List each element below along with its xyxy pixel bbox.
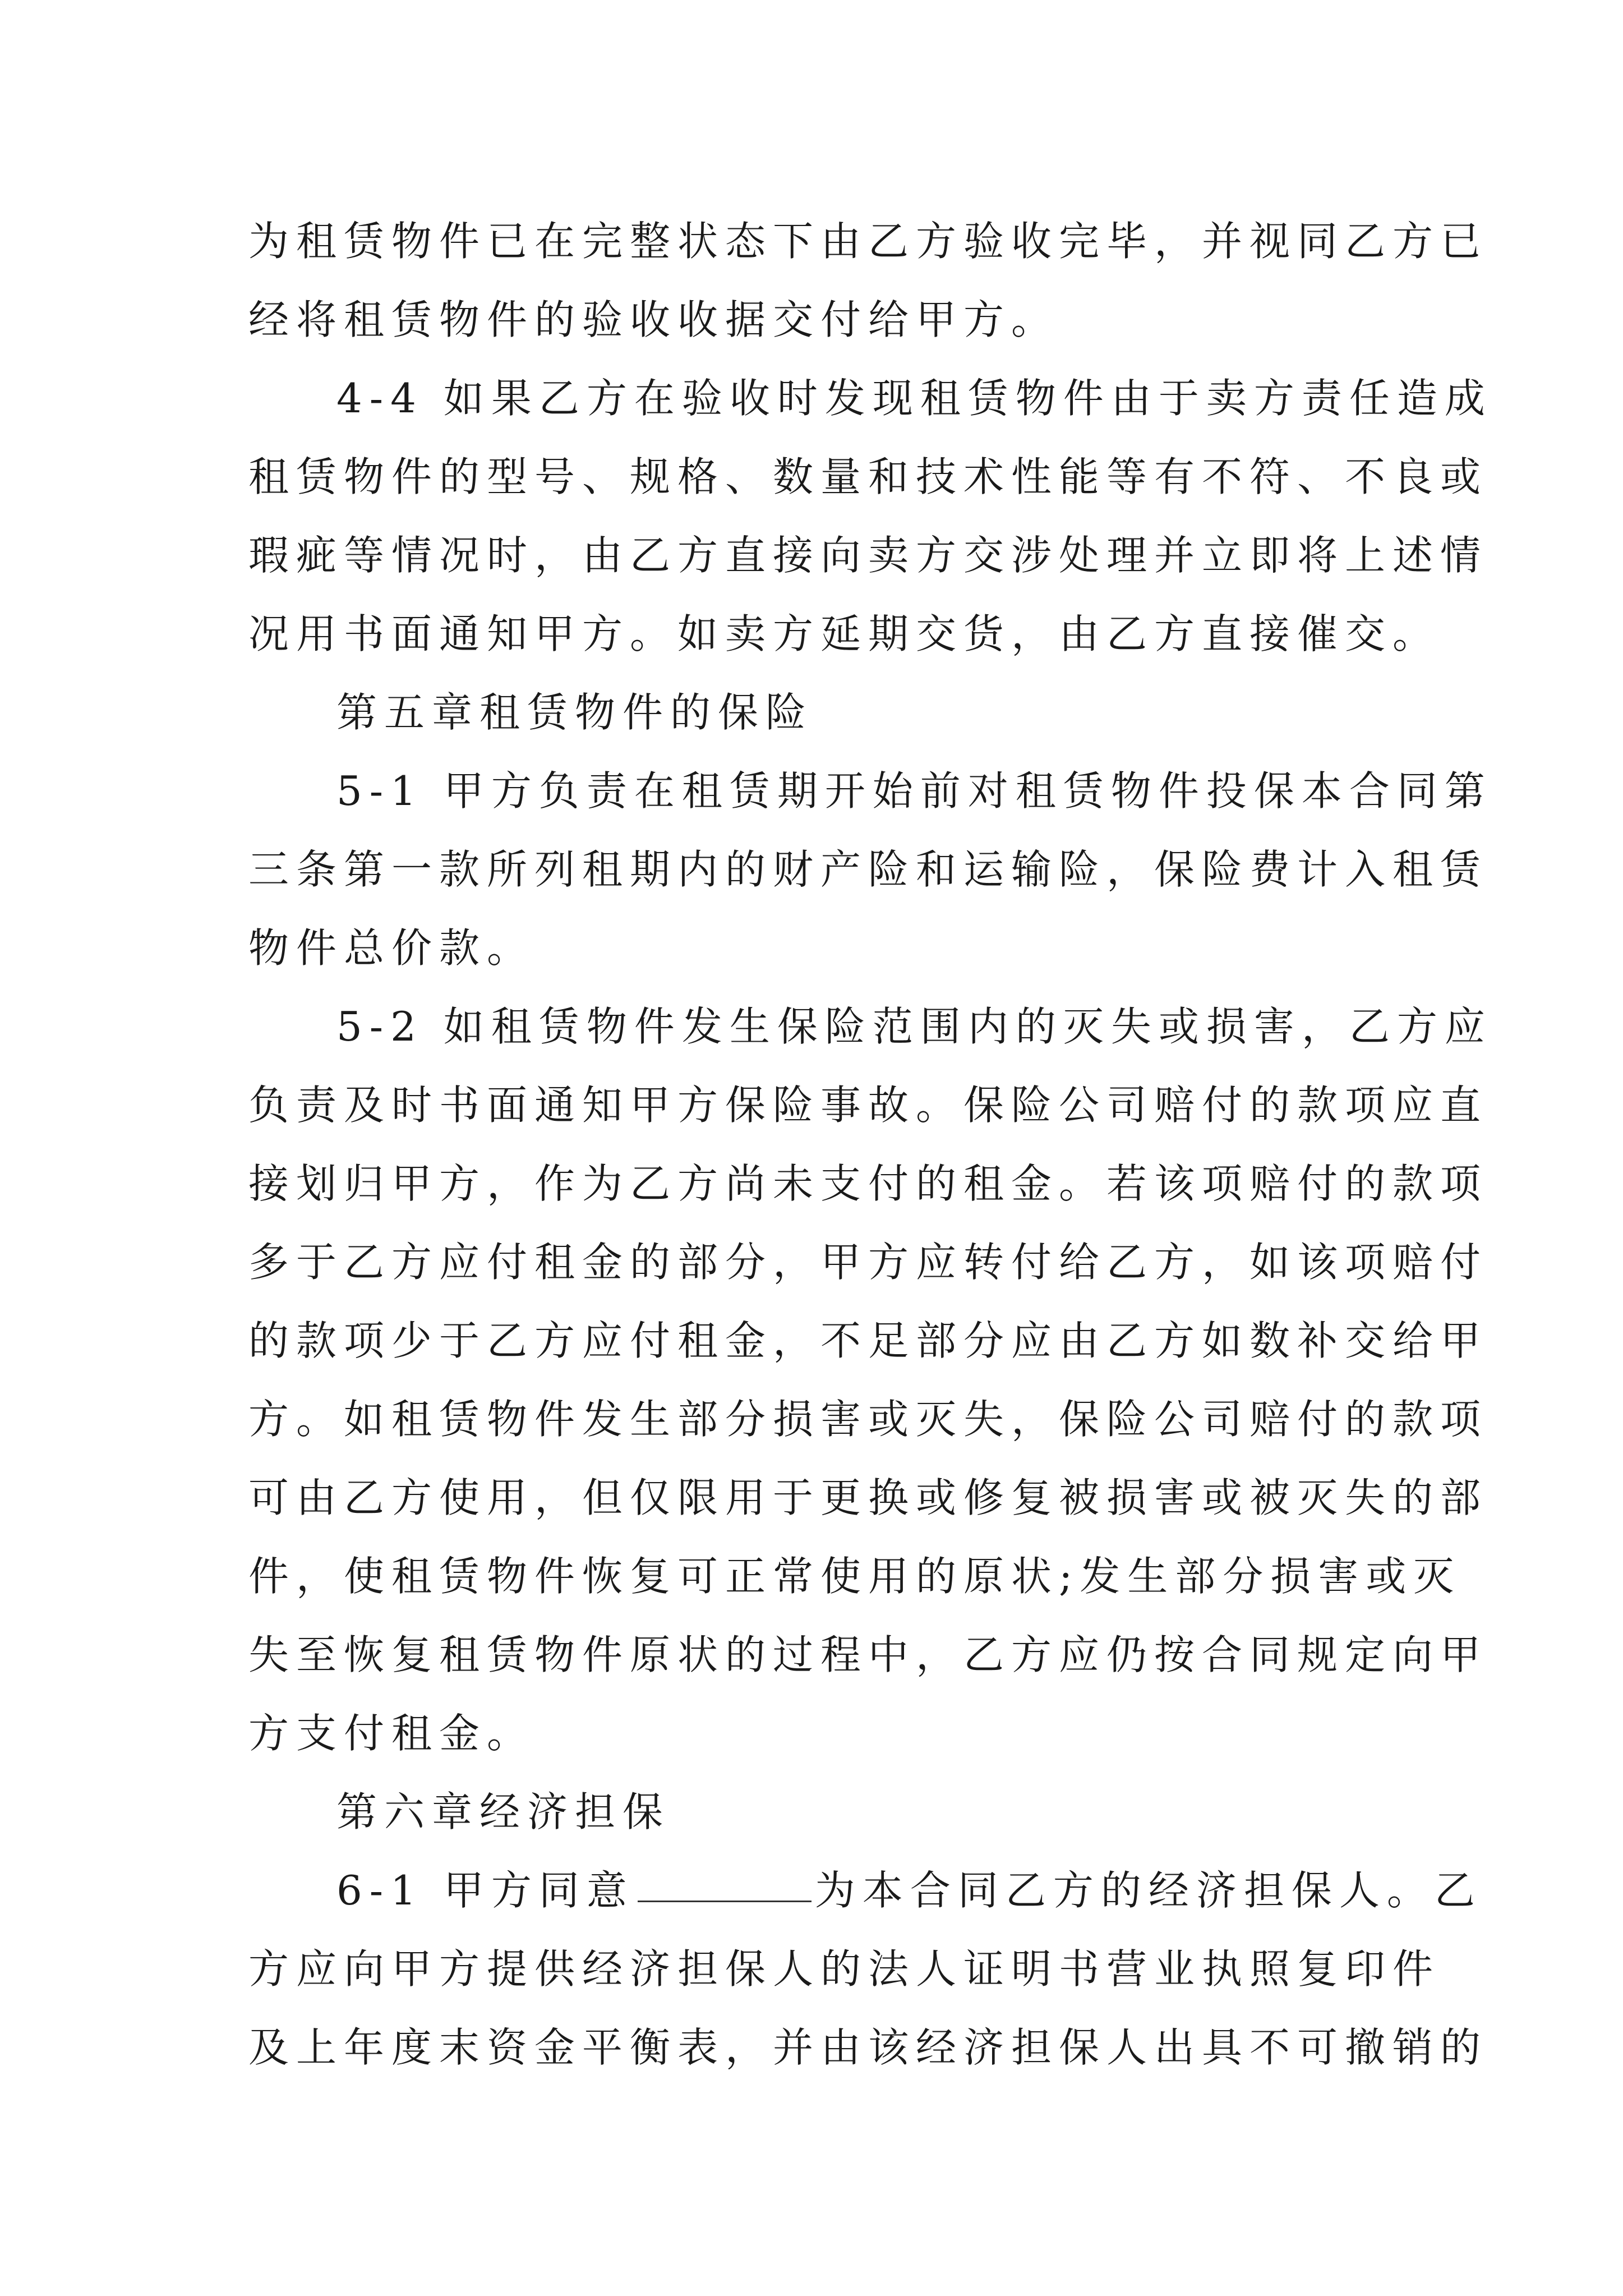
text-line: 物件总价款。: [248, 924, 535, 972]
clause-6-1-start: 6-1 甲方同意: [336, 1867, 634, 1914]
text-line: 的款项少于乙方应付租金，不足部分应由乙方如数补交给甲: [248, 1317, 1488, 1364]
text-line: 方支付租金。: [248, 1710, 535, 1757]
text-line: 可由乙方使用，但仅限用于更换或修复被损害或被灭失的部: [248, 1474, 1488, 1521]
clause-4-4: 4-4 如果乙方在验收时发现租赁物件由于卖方责任造成: [336, 375, 1492, 422]
text-line: 瑕疵等情况时，由乙方直接向卖方交涉处理并立即将上述情: [248, 532, 1488, 579]
clause-6-1-end: 为本合同乙方的经济担保人。乙: [814, 1867, 1482, 1914]
text-line: 接划归甲方，作为乙方尚未支付的租金。若该项赔付的款项: [248, 1160, 1488, 1207]
text-line: 租赁物件的型号、规格、数量和技术性能等有不符、不良或: [248, 453, 1488, 500]
text-line: 件，使租赁物件恢复可正常使用的原状;发生部分损害或灭: [248, 1553, 1461, 1600]
chapter-6-heading: 第六章经济担保: [336, 1788, 671, 1835]
text-line: 方。如租赁物件发生部分损害或灭失，保险公司赔付的款项: [248, 1396, 1488, 1443]
text-line: 多于乙方应付租金的部分，甲方应转付给乙方，如该项赔付: [248, 1239, 1488, 1286]
clause-6-1: [336, 1857, 1482, 1924]
text-line: 三条第一款所列租期内的财产险和运输险，保险费计入租赁: [248, 846, 1488, 893]
chapter-5-heading: 第五章租赁物件的保险: [336, 689, 814, 736]
text-line: 负责及时书面通知甲方保险事故。保险公司赔付的款项应直: [248, 1082, 1488, 1129]
text-line: 经将租赁物件的验收收据交付给甲方。: [248, 296, 1059, 343]
clause-5-2: 5-2 如租赁物件发生保险范围内的灭失或损害，乙方应: [336, 1003, 1492, 1050]
text-line: 况用书面通知甲方。如卖方延期交货，由乙方直接催交。: [248, 610, 1441, 657]
text-line: 方应向甲方提供经济担保人的法人证明书营业执照复印件: [248, 1945, 1441, 1993]
guarantor-blank-field[interactable]: [638, 1857, 811, 1902]
clause-5-1: 5-1 甲方负责在租赁期开始前对租赁物件投保本合同第: [336, 767, 1492, 815]
text-line: 及上年度末资金平衡表，并由该经济担保人出具不可撤销的: [248, 2024, 1488, 2071]
text-line: 失至恢复租赁物件原状的过程中，乙方应仍按合同规定向甲: [248, 1631, 1488, 1678]
text-line: 为租赁物件已在完整状态下由乙方验收完毕，并视同乙方已: [248, 218, 1488, 265]
